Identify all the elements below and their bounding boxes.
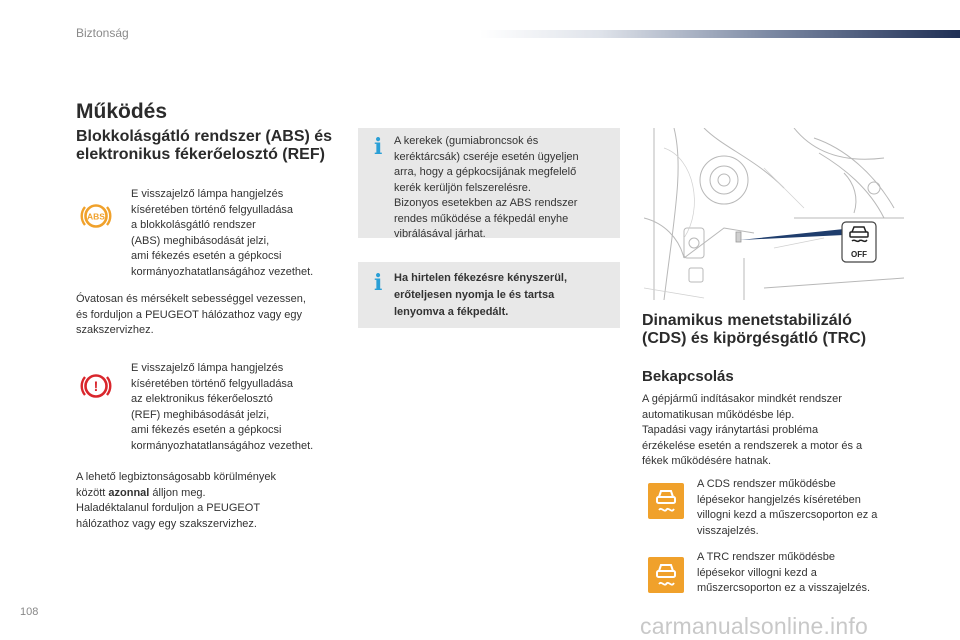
- trc-indicator-icon: [648, 557, 684, 593]
- cds-trc-heading: Dinamikus menetstabilizáló (CDS) és kipörgésgátló (TRC): [642, 312, 867, 347]
- info-icon: i: [374, 270, 383, 296]
- activation-text: A gépjármű indításakor mindkét rendszer automatikusan működésbe lép. Tapadási vagy iránytartási probléma érzékelése esetén a rendszerek a motor és a fékek működésére hatnak.: [642, 393, 863, 467]
- header-gradient-bar: [480, 30, 960, 38]
- page-number: 108: [20, 606, 39, 618]
- info-box-wheels-text: A kerekek (gumiabroncsok és keréktárcsák) cseréje esetén ügyeljen arra, hogy a gépkocsijának megfelelő kerék kerüljön felszerelésre. Bizonyos esetekben az ABS rendszer rendes működése a fékpedál enyhe vibrálásával járhat.: [394, 135, 579, 240]
- abs-warning-icon: [78, 198, 114, 234]
- cds-indicator-text: A CDS rendszer működésbe lépésekor hangjelzés kíséretében villogni kezd a műszercsoporton ez a visszajelzés.: [697, 478, 878, 537]
- abs-icon-label: ABS: [87, 211, 105, 222]
- info-box-wheels: [358, 128, 620, 238]
- cds-indicator-icon: [648, 483, 684, 519]
- watermark: carmanualsonline.info: [640, 613, 868, 639]
- ref-warning-icon: [78, 368, 114, 404]
- abs-advice-text: Óvatosan és mérsékelt sebességgel vezessen, és forduljon a PEUGEOT hálózathoz vagy egy szakszervizhez.: [76, 293, 306, 336]
- trc-indicator-text: A TRC rendszer működésbe lépésekor villogni kezd a műszercsoporton ez a visszajelzés.: [697, 551, 871, 594]
- stop-instruction-text: A lehető legbiztonságosabb körülmények között azonnal álljon meg. Haladéktalanul forduljon a PEUGEOT hálózathoz vagy egy szakszervizhez.: [76, 471, 276, 530]
- activation-subheading: Bekapcsolás: [642, 368, 734, 385]
- section-label: Biztonság: [76, 26, 129, 40]
- stop-emphasis: azonnal: [108, 486, 150, 499]
- dashboard-illustration: [644, 128, 904, 300]
- abs-lamp-description: E visszajelző lámpa hangjelzés kíséretében történő felgyulladása a blokkolásgátló rendszer (ABS) meghibásodását jelzi, ami fékezés esetén a gépkocsi kormányozhatatlanságához vezethet.: [131, 188, 314, 278]
- ref-icon-label: !: [93, 378, 99, 394]
- ref-lamp-description: E visszajelző lámpa hangjelzés kíséretében történő felgyulladása az elektronikus fékerőelosztó (REF) meghibásodását jelzi, ami fékezés esetén a gépkocsi kormányozhatatlanságához vezethet.: [131, 362, 314, 452]
- cds-off-button-label: OFF: [851, 250, 867, 259]
- page-title: Működés: [76, 100, 168, 123]
- info-box-emergency-text: Ha hirtelen fékezésre kényszerül, erőteljesen nyomja le és tartsa lenyomva a fékpedált.: [394, 272, 568, 318]
- abs-ref-heading: Blokkolásgátló rendszer (ABS) és elektronikus fékerőelosztó (REF): [76, 128, 333, 163]
- info-icon: i: [374, 134, 383, 160]
- info-box-emergency-braking: [358, 262, 620, 328]
